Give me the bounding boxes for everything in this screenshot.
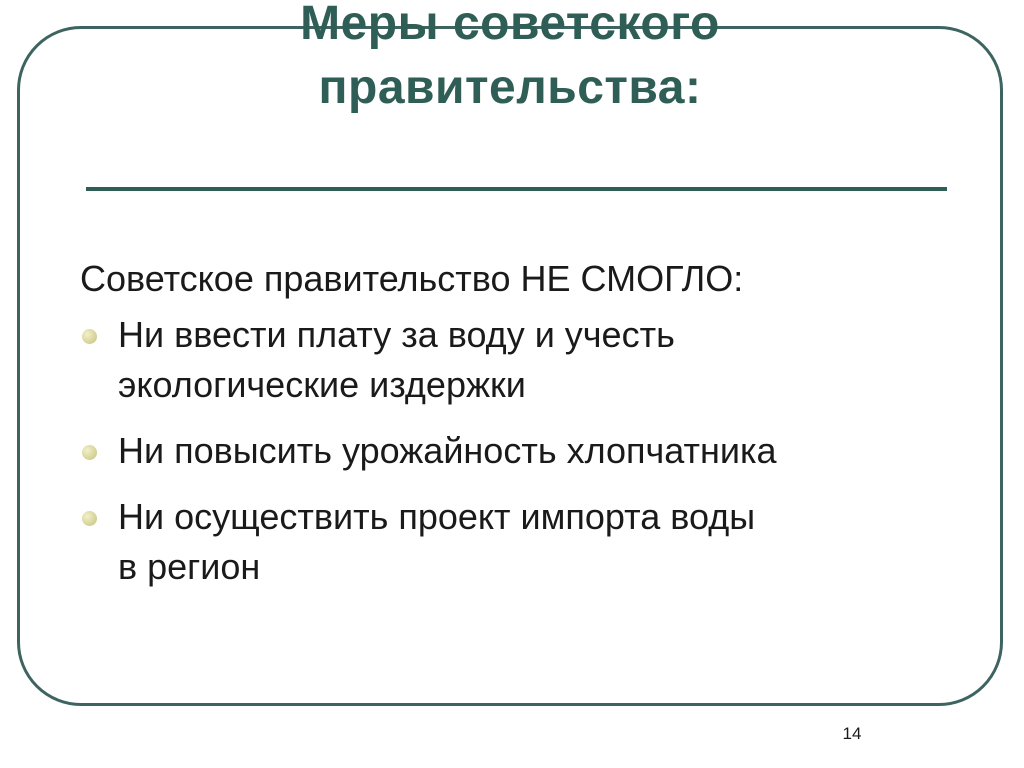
bullet-line: Ни ввести плату за воду и учесть: [118, 314, 675, 355]
bullet-item: [80, 492, 960, 592]
bullet-line: экологические издержки: [118, 364, 526, 405]
intro-text: Советское правительство НЕ СМОГЛО:: [80, 258, 744, 299]
bullet-list: [80, 310, 960, 592]
title-divider: [86, 187, 947, 191]
page-number: 14: [842, 724, 862, 743]
bullet-line: Ни осуществить проект импорта воды: [118, 496, 756, 537]
bullet-dot-icon: [82, 511, 97, 526]
bullet-item: [80, 310, 960, 410]
bullet-item: [80, 426, 960, 476]
bullet-dot-icon: [82, 329, 97, 344]
bullet-dot-icon: [82, 445, 97, 460]
slide-title: [180, 0, 840, 120]
bullet-line: в регион: [118, 546, 261, 587]
slide-body: [80, 252, 960, 608]
bullet-line: Ни повысить урожайность хлопчатника: [118, 430, 777, 471]
title-line-1: Меры советского: [300, 0, 720, 50]
title-line-2: правительства:: [318, 61, 702, 114]
